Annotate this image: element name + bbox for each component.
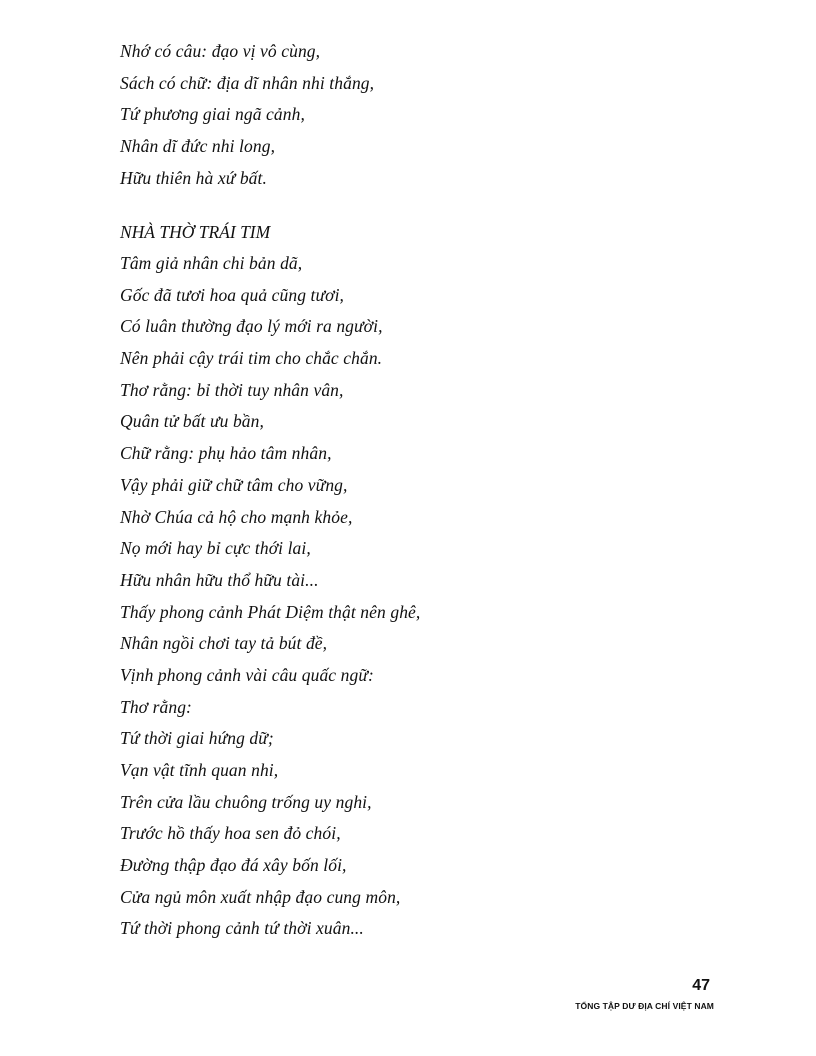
verse-line: Hữu nhân hữu thổ hữu tài... bbox=[120, 569, 319, 590]
verse-line: Trên cửa lầu chuông trống uy nghi, bbox=[120, 791, 372, 812]
verse-line: Hữu thiên hà xứ bất. bbox=[120, 167, 267, 188]
verse-block-1 bbox=[120, 36, 374, 194]
verse-line: Quân tử bất ưu bần, bbox=[120, 411, 264, 432]
verse-block-2 bbox=[120, 248, 420, 945]
verse-line: Thấy phong cảnh Phát Diệm thật nên ghê, bbox=[120, 601, 421, 622]
verse-line: Vạn vật tĩnh quan nhi, bbox=[120, 760, 279, 780]
verse-line: Tứ phương giai ngã cảnh, bbox=[120, 104, 305, 125]
verse-line: Cửa ngủ môn xuất nhập đạo cung môn, bbox=[120, 886, 401, 907]
section-heading: NHÀ THỜ TRÁI TIM bbox=[120, 222, 271, 242]
verse-line: Tứ thời phong cảnh tứ thời xuân... bbox=[120, 918, 364, 939]
verse-line: Đường thập đạo đá xây bốn lối, bbox=[120, 855, 347, 876]
verse-line: Thơ rằng: bbox=[120, 696, 192, 717]
verse-line: Nọ mới hay bỉ cực thới lai, bbox=[120, 538, 311, 559]
verse-line: Thơ rằng: bỉ thời tuy nhân vân, bbox=[120, 379, 344, 400]
verse-line: Vậy phải giữ chữ tâm cho vững, bbox=[120, 474, 348, 495]
verse-line: Tứ thời giai hứng dữ; bbox=[120, 728, 274, 749]
verse-line: Nhớ có câu: đạo vị vô cùng, bbox=[120, 41, 321, 61]
verse-line: Nên phải cậy trái tim cho chắc chắn. bbox=[120, 348, 383, 369]
verse-line: Nhân ngồi chơi tay tả bút đề, bbox=[120, 633, 328, 654]
verse-line: Vịnh phong cảnh vài câu quấc ngữ: bbox=[120, 664, 374, 685]
verse-line: Tâm giả nhân chi bản dã, bbox=[120, 253, 303, 273]
verse-line: Trước hồ thấy hoa sen đỏ chói, bbox=[120, 823, 341, 844]
verse-line: Có luân thường đạo lý mới ra người, bbox=[120, 316, 383, 337]
verse-line: Nhờ Chúa cả hộ cho mạnh khỏe, bbox=[120, 506, 353, 527]
verse-line: Chữ rằng: phụ hảo tâm nhân, bbox=[120, 443, 332, 464]
verse-line: Gốc đã tươi hoa quả cũng tươi, bbox=[120, 284, 345, 305]
verse-line: Nhân dĩ đức nhi long, bbox=[120, 136, 276, 157]
running-footer-title: TỔNG TẬP DƯ ĐỊA CHÍ VIỆT NAM bbox=[575, 1001, 714, 1011]
verse-line: Sách có chữ: địa dĩ nhân nhi thắng, bbox=[120, 72, 375, 93]
page-number: 47 bbox=[692, 977, 710, 994]
